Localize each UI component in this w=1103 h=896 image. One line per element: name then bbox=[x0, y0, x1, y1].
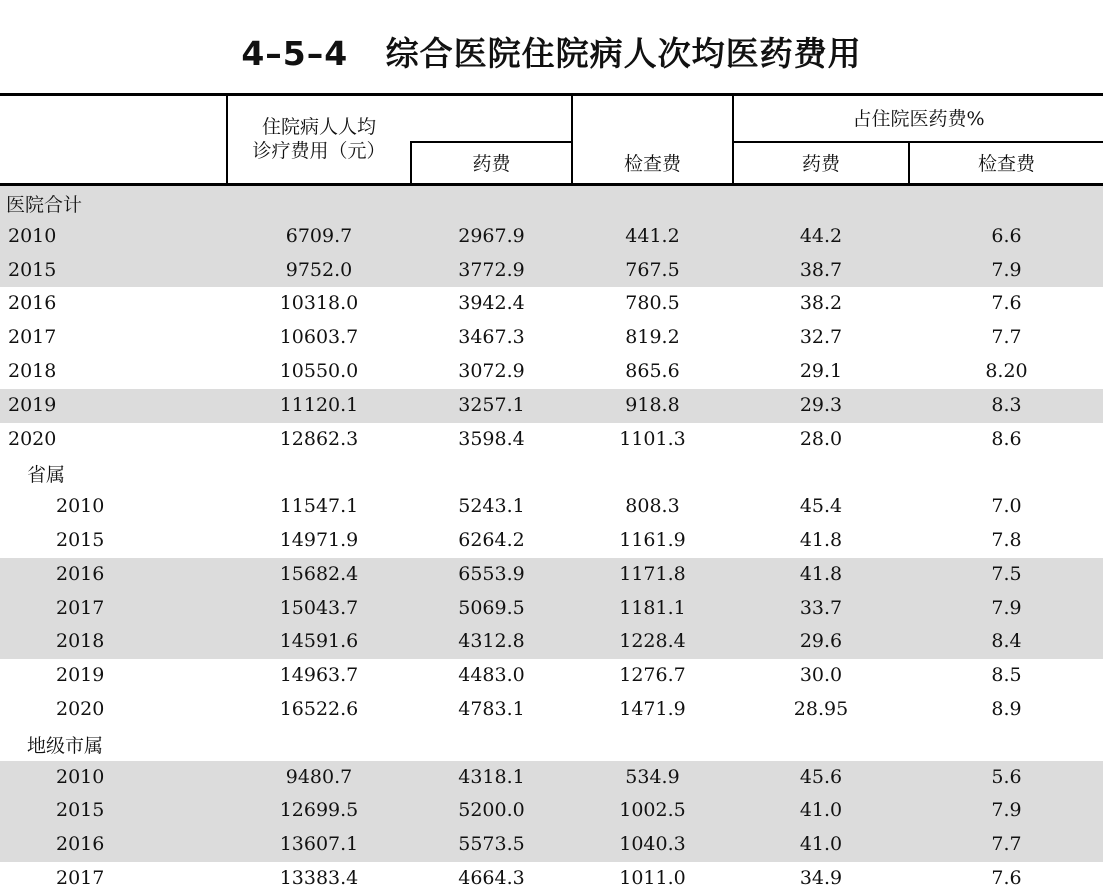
drug-fee-cell: 3467.3 bbox=[458, 326, 525, 349]
exam-share-cell: 8.3 bbox=[991, 393, 1022, 416]
table-row bbox=[0, 355, 1103, 389]
exam-share-cell: 7.5 bbox=[991, 562, 1022, 585]
exam-fee-cell: 918.8 bbox=[625, 393, 680, 416]
year-cell: 2010 bbox=[56, 495, 105, 518]
year-cell: 2015 bbox=[8, 258, 57, 281]
exam-share-cell: 7.7 bbox=[991, 326, 1022, 349]
header-subrule-right bbox=[732, 141, 1103, 143]
table-row bbox=[0, 761, 1103, 795]
exam-share-cell: 7.8 bbox=[991, 528, 1022, 551]
table-row bbox=[0, 321, 1103, 355]
total-cost-cell: 10603.7 bbox=[279, 326, 359, 349]
exam-fee-cell: 808.3 bbox=[625, 495, 680, 518]
year-cell: 2020 bbox=[8, 427, 57, 450]
exam-fee-cell: 1181.1 bbox=[619, 596, 686, 619]
section-row bbox=[0, 456, 1103, 490]
exam-fee-cell: 1011.0 bbox=[619, 866, 686, 889]
drug-fee-cell: 5243.1 bbox=[458, 495, 525, 518]
total-cost-cell: 6709.7 bbox=[285, 224, 353, 247]
drug-share-cell: 29.1 bbox=[799, 359, 843, 382]
year-cell: 2018 bbox=[56, 630, 105, 653]
drug-share-cell: 41.0 bbox=[799, 799, 843, 822]
total-cost-cell: 9752.0 bbox=[285, 258, 353, 281]
table-row bbox=[0, 862, 1103, 896]
table-row bbox=[0, 490, 1103, 524]
header-exam-share: 检查费 bbox=[977, 153, 1035, 175]
drug-share-cell: 38.2 bbox=[799, 292, 843, 315]
table-body bbox=[0, 186, 1103, 896]
exam-share-cell: 7.9 bbox=[991, 799, 1022, 822]
drug-share-cell: 41.8 bbox=[799, 528, 843, 551]
drug-fee-cell: 3072.9 bbox=[458, 359, 525, 382]
exam-share-cell: 8.20 bbox=[985, 359, 1028, 382]
drug-fee-cell: 4783.1 bbox=[458, 697, 525, 720]
year-cell: 2017 bbox=[56, 596, 105, 619]
table-title: 4–5–4 综合医院住院病人次均医药费用 bbox=[241, 34, 862, 73]
year-cell: 2019 bbox=[8, 393, 57, 416]
exam-share-cell: 8.4 bbox=[991, 630, 1022, 653]
total-cost-cell: 15682.4 bbox=[279, 562, 359, 585]
year-cell: 2015 bbox=[56, 528, 105, 551]
header-share-group: 占住院医药费% bbox=[852, 108, 985, 130]
exam-fee-cell: 1276.7 bbox=[619, 664, 686, 687]
header-subrule-left bbox=[410, 141, 573, 143]
table-row bbox=[0, 592, 1103, 626]
exam-share-cell: 8.9 bbox=[991, 697, 1022, 720]
drug-share-cell: 29.6 bbox=[799, 630, 843, 653]
total-cost-cell: 14591.6 bbox=[279, 630, 359, 653]
exam-fee-cell: 1101.3 bbox=[619, 427, 686, 450]
total-cost-cell: 15043.7 bbox=[279, 596, 359, 619]
exam-fee-cell: 1228.4 bbox=[619, 630, 686, 653]
exam-share-cell: 6.6 bbox=[991, 224, 1022, 247]
header-exam-fee: 检查费 bbox=[623, 153, 681, 175]
table-row bbox=[0, 220, 1103, 254]
year-cell: 2010 bbox=[56, 765, 105, 788]
drug-fee-cell: 3257.1 bbox=[458, 393, 525, 416]
drug-fee-cell: 4312.8 bbox=[458, 630, 525, 653]
total-cost-cell: 13383.4 bbox=[279, 866, 359, 889]
drug-fee-cell: 5069.5 bbox=[458, 596, 525, 619]
table-row bbox=[0, 524, 1103, 558]
header-drug-fee: 药费 bbox=[472, 153, 511, 175]
exam-share-cell: 8.6 bbox=[991, 427, 1022, 450]
exam-fee-cell: 1161.9 bbox=[619, 528, 686, 551]
exam-share-cell: 7.0 bbox=[991, 495, 1022, 518]
exam-share-cell: 7.9 bbox=[991, 258, 1022, 281]
header-drug-share: 药费 bbox=[801, 153, 840, 175]
header-total-cost: 住院病人人均 诊疗费用（元） bbox=[252, 116, 386, 162]
exam-share-cell: 7.6 bbox=[991, 866, 1022, 889]
drug-fee-cell: 2967.9 bbox=[458, 224, 525, 247]
drug-fee-cell: 4318.1 bbox=[458, 765, 525, 788]
table-row bbox=[0, 625, 1103, 659]
table-row bbox=[0, 423, 1103, 457]
table-row bbox=[0, 659, 1103, 693]
table-row bbox=[0, 828, 1103, 862]
exam-fee-cell: 1171.8 bbox=[619, 562, 686, 585]
year-cell: 2017 bbox=[8, 326, 57, 349]
year-cell: 2016 bbox=[8, 292, 57, 315]
total-cost-cell: 12699.5 bbox=[279, 799, 359, 822]
year-cell: 2015 bbox=[56, 799, 105, 822]
exam-fee-cell: 767.5 bbox=[625, 258, 680, 281]
total-cost-cell: 14963.7 bbox=[279, 664, 359, 687]
exam-fee-cell: 441.2 bbox=[625, 224, 680, 247]
exam-share-cell: 7.6 bbox=[991, 292, 1022, 315]
drug-share-cell: 41.0 bbox=[799, 833, 843, 856]
section-row bbox=[0, 727, 1103, 761]
table-row bbox=[0, 558, 1103, 592]
section-label: 地级市属 bbox=[27, 734, 104, 757]
drug-fee-cell: 3772.9 bbox=[458, 258, 525, 281]
drug-share-cell: 29.3 bbox=[799, 393, 843, 416]
exam-share-cell: 5.6 bbox=[991, 765, 1022, 788]
exam-fee-cell: 780.5 bbox=[625, 292, 680, 315]
exam-fee-cell: 865.6 bbox=[625, 359, 680, 382]
table-row bbox=[0, 287, 1103, 321]
year-cell: 2017 bbox=[56, 866, 105, 889]
table-row bbox=[0, 389, 1103, 423]
year-cell: 2020 bbox=[56, 697, 105, 720]
total-cost-cell: 10318.0 bbox=[279, 292, 359, 315]
year-cell: 2010 bbox=[8, 224, 57, 247]
drug-fee-cell: 6264.2 bbox=[458, 528, 525, 551]
section-label: 医院合计 bbox=[6, 194, 83, 216]
exam-fee-cell: 534.9 bbox=[625, 765, 680, 788]
total-cost-cell: 9480.7 bbox=[285, 765, 353, 788]
exam-fee-cell: 1471.9 bbox=[619, 697, 686, 720]
drug-share-cell: 30.0 bbox=[799, 664, 843, 687]
total-cost-cell: 10550.0 bbox=[279, 359, 359, 382]
drug-fee-cell: 4483.0 bbox=[458, 664, 525, 687]
drug-fee-cell: 3942.4 bbox=[458, 292, 525, 315]
drug-share-cell: 41.8 bbox=[799, 562, 843, 585]
exam-share-cell: 7.9 bbox=[991, 596, 1022, 619]
drug-share-cell: 38.7 bbox=[799, 258, 843, 281]
drug-share-cell: 33.7 bbox=[799, 596, 843, 619]
table-row bbox=[0, 693, 1103, 727]
section-row bbox=[0, 186, 1103, 220]
drug-fee-cell: 3598.4 bbox=[458, 427, 525, 450]
year-cell: 2019 bbox=[56, 664, 105, 687]
total-cost-cell: 12862.3 bbox=[279, 427, 359, 450]
total-cost-cell: 11547.1 bbox=[279, 495, 359, 518]
total-cost-cell: 13607.1 bbox=[279, 833, 359, 856]
total-cost-cell: 11120.1 bbox=[279, 393, 359, 416]
table-row bbox=[0, 254, 1103, 288]
exam-fee-cell: 819.2 bbox=[625, 326, 680, 349]
drug-fee-cell: 5573.5 bbox=[458, 833, 525, 856]
drug-share-cell: 28.95 bbox=[793, 697, 849, 720]
drug-fee-cell: 6553.9 bbox=[458, 562, 525, 585]
drug-share-cell: 28.0 bbox=[799, 427, 843, 450]
year-cell: 2016 bbox=[56, 833, 105, 856]
exam-share-cell: 7.7 bbox=[991, 833, 1022, 856]
drug-fee-cell: 5200.0 bbox=[458, 799, 525, 822]
year-cell: 2018 bbox=[8, 359, 57, 382]
exam-fee-cell: 1040.3 bbox=[619, 833, 686, 856]
year-cell: 2016 bbox=[56, 562, 105, 585]
exam-share-cell: 8.5 bbox=[991, 664, 1022, 687]
drug-share-cell: 44.2 bbox=[799, 224, 843, 247]
total-cost-cell: 14971.9 bbox=[279, 528, 359, 551]
total-cost-cell: 16522.6 bbox=[279, 697, 359, 720]
drug-fee-cell: 4664.3 bbox=[458, 866, 525, 889]
drug-share-cell: 45.6 bbox=[799, 765, 843, 788]
table-row bbox=[0, 794, 1103, 828]
drug-share-cell: 34.9 bbox=[799, 866, 843, 889]
drug-share-cell: 32.7 bbox=[799, 326, 843, 349]
exam-fee-cell: 1002.5 bbox=[619, 799, 686, 822]
table-top-rule bbox=[0, 93, 1103, 96]
section-label: 省属 bbox=[27, 464, 66, 487]
drug-share-cell: 45.4 bbox=[799, 495, 843, 518]
